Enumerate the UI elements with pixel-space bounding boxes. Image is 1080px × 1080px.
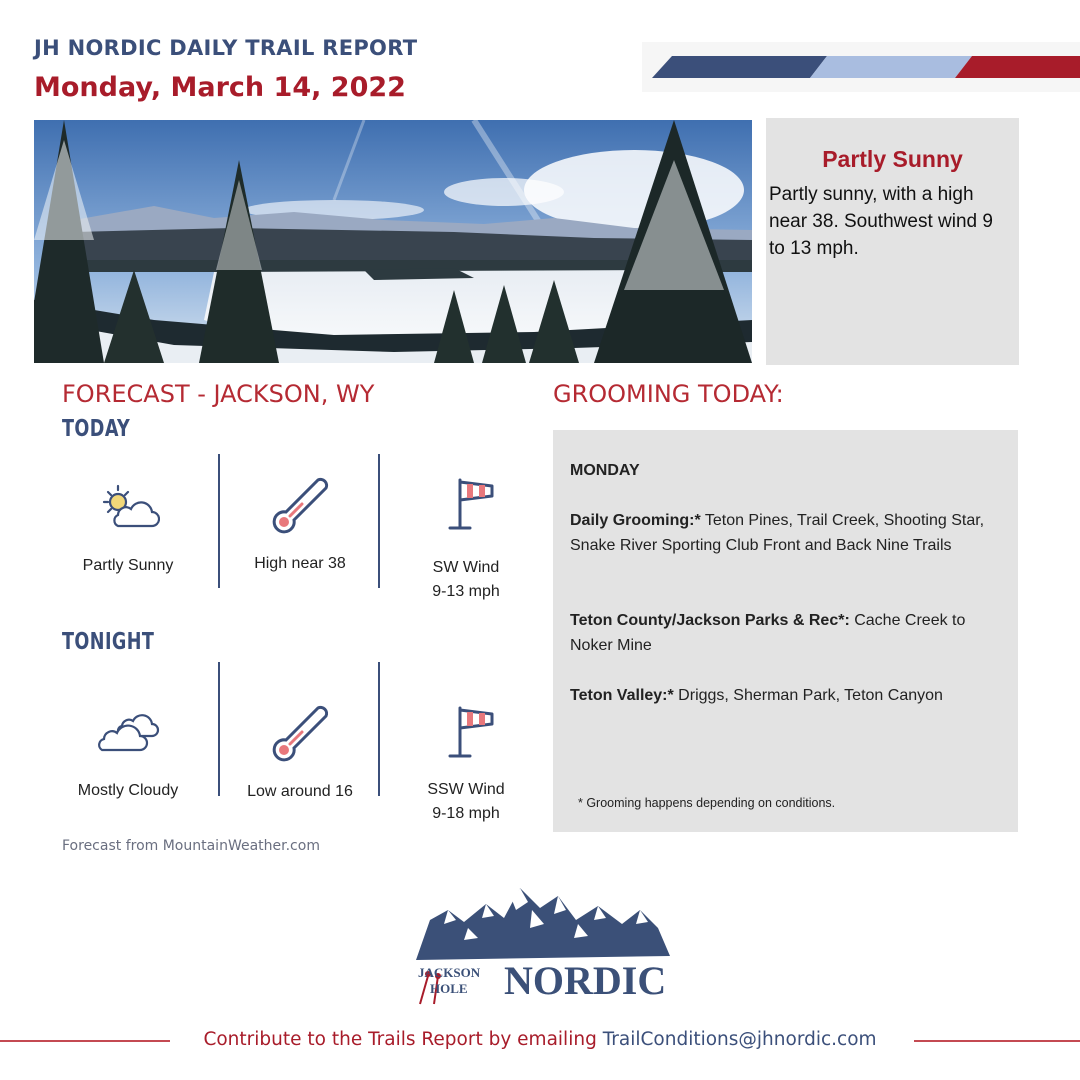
grooming-panel [553,430,1018,832]
logo-word-nordic: NORDIC [504,958,667,1003]
partly-sunny-icon [96,482,160,537]
grooming-item-label: Teton County/Jackson Parks & Rec*: [570,612,850,629]
divider [378,454,380,588]
grooming-day: MONDAY [570,462,640,479]
today-label: TODAY [62,416,131,442]
footer-prefix: Contribute to the Trails Report by emailing [203,1029,603,1050]
grooming-item [570,608,1012,658]
divider [218,454,220,588]
tonight-sky-caption: Mostly Cloudy [77,782,179,799]
logo-word-hole: HOLE [430,981,468,996]
tonight-wind-speed: 9-18 mph [432,805,500,822]
report-title: JH NORDIC DAILY TRAIL REPORT [34,36,418,60]
footer-contribute-text [0,1029,1080,1050]
grooming-item-text: Driggs, Sherman Park, Teton Canyon [673,687,943,704]
divider [378,662,380,796]
today-sky-caption: Partly Sunny [82,557,174,574]
grooming-item-text: Cache Creek to Noker Mine [570,612,966,654]
grooming-note: * Grooming happens depending on conditions. [578,796,836,810]
today-wind-speed: 9-13 mph [432,583,500,600]
footer-email-link[interactable]: TrailConditions@jhnordic.com [602,1029,877,1050]
forecast-source: Forecast from MountainWeather.com [62,838,320,854]
tonight-wind-direction: SSW Wind [427,781,505,798]
weather-summary-panel [766,118,1019,365]
header-stripe-decoration [642,42,1080,92]
tonight-temp-caption: Low around 16 [247,783,353,800]
divider [218,662,220,796]
forecast-heading: FORECAST - JACKSON, WY [62,380,375,408]
windsock-icon [444,476,500,539]
grooming-heading: GROOMING TODAY: [553,380,784,408]
logo-word-jackson: JACKSON [418,965,481,980]
tonight-wind-caption [396,778,536,826]
windsock-icon [444,704,500,767]
thermometer-icon [270,704,332,767]
grooming-item [570,508,1012,558]
today-wind-direction: SW Wind [432,559,500,576]
today-wind-caption [396,556,536,604]
jackson-hole-nordic-logo [408,880,678,1010]
snowy-lake-photo [34,120,752,363]
grooming-item-text: Teton Pines, Trail Creek, Shooting Star, Snake River Sporting Club Front and Back Nine Trails [570,512,985,554]
thermometer-icon [270,476,332,539]
grooming-item-label: Daily Grooming:* [570,512,701,529]
weather-summary-text: Partly sunny, with a high near 38. Southwest wind 9 to 13 mph. [769,184,993,259]
cloud-icon [96,712,160,761]
tonight-label: TONIGHT [62,629,155,655]
weather-summary-title: Partly Sunny [822,146,963,172]
grooming-item [570,683,1012,708]
report-date: Monday, March 14, 2022 [34,72,406,103]
today-temp-caption: High near 38 [254,555,346,572]
grooming-item-label: Teton Valley:* [570,687,674,704]
